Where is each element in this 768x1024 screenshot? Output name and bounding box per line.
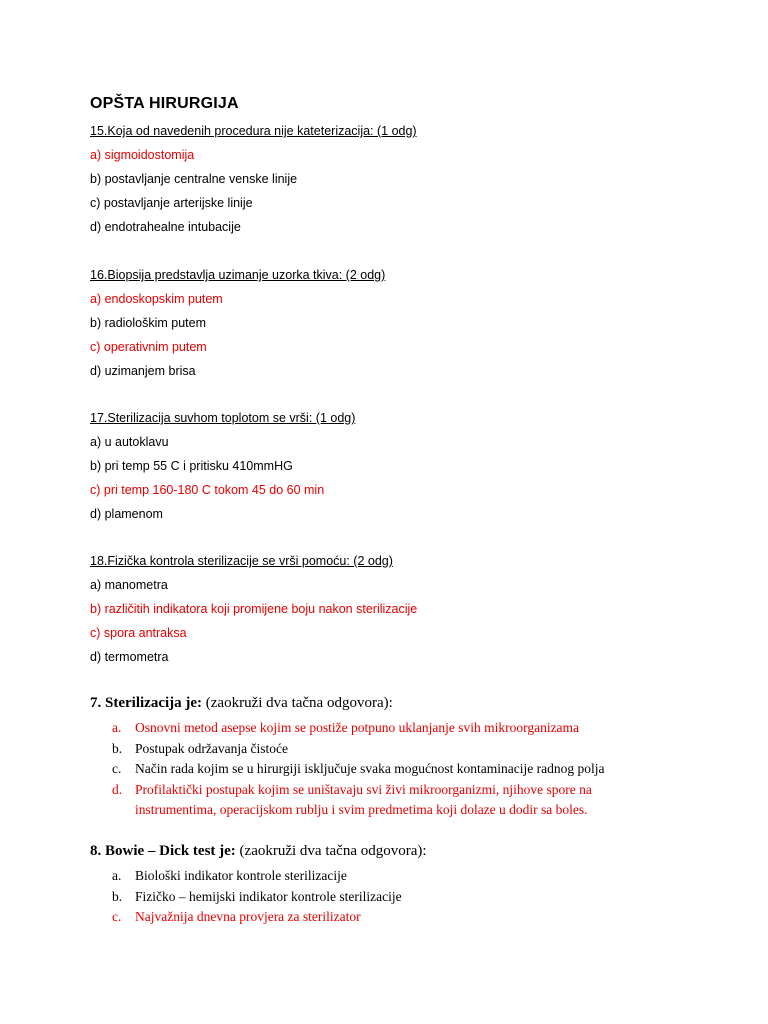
answer-letter: a.: [112, 720, 122, 735]
answer: c) postavljanje arterijske linije: [90, 196, 253, 210]
question-7-answers: [112, 718, 672, 821]
answer: d) uzimanjem brisa: [90, 364, 196, 378]
answer: b) postavljanje centralne venske linije: [90, 172, 298, 186]
question-8-answers: [112, 866, 672, 928]
answer-correct: a) sigmoidostomija: [90, 148, 195, 162]
answer-correct: c) pri temp 160-180 C tokom 45 do 60 min: [90, 483, 325, 497]
answer: [112, 759, 672, 780]
question-heading-bold: 8. Bowie – Dick test je:: [90, 843, 236, 859]
answer-correct: [112, 718, 672, 739]
answer: a) u autoklavu: [90, 435, 169, 449]
answer-text: Osnovni metod asepse kojim se postiže potpuno uklanjanje svih mikroorganizama: [135, 720, 580, 735]
question-heading: 16.Biopsija predstavlja uzimanje uzorka tkiva: (2 odg): [90, 268, 386, 282]
answer: b) pri temp 55 C i pritisku 410mmHG: [90, 459, 293, 473]
answer-correct: [112, 780, 672, 821]
answer-text: Fizičko – hemijski indikator kontrole sterilizacije: [135, 888, 402, 904]
answer-letter: d.: [112, 781, 123, 797]
question-8-heading: [90, 843, 427, 860]
answer-letter: a.: [112, 868, 122, 883]
question-15: [90, 119, 417, 239]
answer-letter: c.: [112, 909, 122, 924]
answer: a) manometra: [90, 578, 168, 592]
answer: d) termometra: [90, 650, 169, 664]
question-18: [90, 549, 417, 669]
answer: [112, 739, 672, 760]
answer-correct: c) operativnim putem: [90, 340, 207, 354]
answer-correct: [112, 907, 672, 928]
answer-text: Najvažnija dnevna provjera za sterilizator: [135, 909, 361, 924]
question-heading: 15.Koja od navedenih procedura nije kateterizacija: (1 odg): [90, 124, 417, 138]
answer-letter: b.: [112, 888, 123, 904]
answer-text: Način rada kojim se u hirurgiji isključuje svaka mogućnost kontaminacije radnog polja: [135, 761, 605, 776]
question-heading: 17.Sterilizacija suvhom toplotom se vrši: (1 odg): [90, 411, 356, 425]
answer: b) radiološkim putem: [90, 316, 207, 330]
answer: d) endotrahealne intubacije: [90, 220, 241, 234]
question-heading-rest: (zaokruži dva tačna odgovora):: [235, 843, 427, 859]
page-title: OPŠTA HIRURGIJA: [90, 95, 239, 112]
answer-text: Postupak održavanja čistoće: [135, 740, 288, 756]
question-7-heading: [90, 695, 393, 712]
question-heading: 18.Fizička kontrola sterilizacije se vrši pomoću: (2 odg): [90, 554, 393, 568]
question-heading-bold: 7. Sterilizacija je:: [90, 695, 203, 711]
question-16: [90, 263, 385, 383]
answer-letter: c.: [112, 761, 122, 776]
answer-letter: b.: [112, 740, 123, 756]
question-17: [90, 406, 355, 526]
answer: [112, 887, 672, 908]
answer-text: Profilaktički postupak kojim se uništavaju svi živi mikroorganizmi, njihove spore na instrumentima, operacijskom rublju i svim predmetima koji dolaze u dodir sa boles.: [135, 781, 592, 817]
question-heading-rest: (zaokruži dva tačna odgovora):: [202, 695, 393, 711]
answer-correct: c) spora antraksa: [90, 626, 187, 640]
answer: d) plamenom: [90, 507, 163, 521]
answer-correct: a) endoskopskim putem: [90, 292, 223, 306]
answer-text: Biološki indikator kontrole sterilizacije: [135, 868, 347, 883]
answer-correct: b) različitih indikatora koji promijene boju nakon sterilizacije: [90, 602, 418, 616]
answer: [112, 866, 672, 887]
